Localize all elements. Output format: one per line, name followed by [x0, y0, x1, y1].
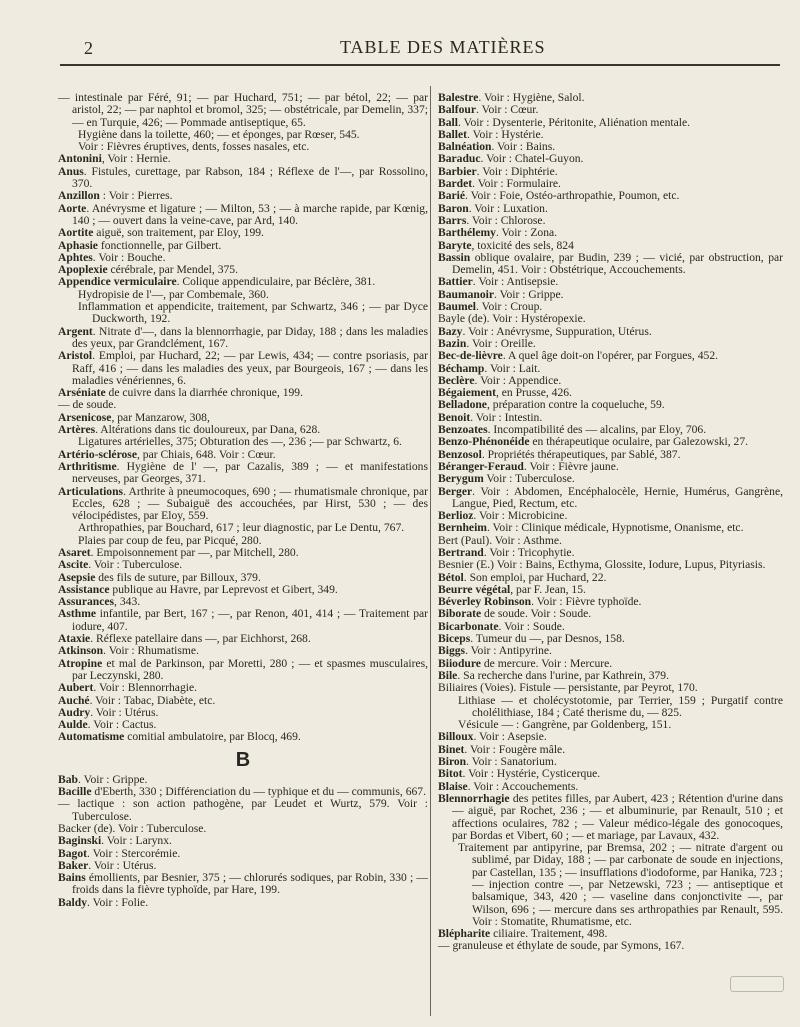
- index-entry: Blaise. Voir : Accouchements.: [438, 779, 579, 793]
- index-entry: Bazin. Voir : Oreille.: [438, 336, 536, 350]
- index-entry: Auché. Voir : Tabac, Diabète, etc.: [58, 693, 216, 707]
- headword: Auché: [58, 693, 90, 707]
- headword: Baron: [438, 201, 469, 215]
- index-entry: Antonini, Voir : Hernie.: [58, 152, 171, 166]
- headword: Arthritisme: [58, 459, 117, 473]
- index-entry: Berygum Voir : Tuberculose.: [438, 472, 575, 486]
- index-entry: Baker. Voir : Utérus.: [58, 858, 157, 872]
- running-title: TABLE DES MATIÈRES: [340, 37, 546, 57]
- headword: Argent: [58, 324, 93, 338]
- headword: Assurances: [58, 595, 115, 609]
- headword: Baldy: [58, 895, 87, 909]
- index-entry: Benzo-Phénonéide en thérapeutique oculaire, par Galezowski, 27.: [438, 435, 749, 449]
- index-entry: Baumel. Voir : Croup.: [438, 300, 543, 314]
- index-entry: Bazy. Voir : Anévrysme, Suppuration, Utérus.: [438, 324, 652, 338]
- index-entry: Appendice vermiculaire. Colique appendiculaire, par Béclère, 381.: [58, 275, 376, 289]
- page-number: 2: [84, 38, 93, 58]
- headword: Ataxie: [58, 632, 91, 646]
- headword: Asthme: [58, 607, 96, 621]
- index-entry: — lactique : son action pathogène, par Leudet et Wurtz, 579. Voir : Tuberculose.: [58, 797, 428, 823]
- headword: Bazin: [438, 336, 467, 350]
- index-entry: Ball. Voir : Dysenterie, Péritonite, Aliénation mentale.: [438, 115, 691, 129]
- headword: Antonini: [58, 152, 102, 166]
- headword: Artères: [58, 423, 96, 437]
- headword: Baginski: [58, 834, 102, 848]
- index-entry: Billoux. Voir : Asepsie.: [438, 730, 547, 744]
- index-entry: Benoit. Voir : Intestin.: [438, 410, 543, 424]
- headword: Bile: [438, 668, 458, 682]
- headword: Appendice vermiculaire: [58, 275, 177, 289]
- headword: Asepsie: [58, 570, 96, 584]
- index-entry: Baron. Voir : Luxation.: [438, 201, 548, 215]
- index-entry: Balestre. Voir : Hygiène, Salol.: [438, 91, 585, 104]
- index-entry: Ballet. Voir : Hystérie.: [438, 127, 544, 141]
- headword: Aristol: [58, 349, 93, 363]
- index-entry: Biggs. Voir : Antipyrine.: [438, 644, 552, 658]
- index-entry: Béverley Robinson. Voir : Fièvre typhoïde.: [438, 595, 642, 609]
- headword: Binet: [438, 742, 465, 756]
- index-entry: Baraduc. Voir : Chatel-Guyon.: [438, 152, 584, 166]
- index-entry: Bicarbonate. Voir : Soude.: [438, 619, 565, 633]
- index-entry: Biliaires (Voies). Fistule — persistante, par Peyrot, 170.: [438, 681, 698, 695]
- headword: Ascite: [58, 558, 89, 572]
- index-entry: Atkinson. Voir : Rhumatisme.: [58, 644, 199, 658]
- headword: Aubert: [58, 681, 94, 695]
- index-entry: Binet. Voir : Fougère mâle.: [438, 742, 566, 756]
- headword: Bertrand: [438, 545, 484, 559]
- headword: Baker: [58, 858, 89, 872]
- index-entry: Blépharite ciliaire. Traitement, 498.: [438, 927, 608, 941]
- letter-heading-b: B: [235, 748, 251, 771]
- index-entry: Assistance publique au Havre, par Leprevost et Gibert, 349.: [58, 582, 338, 596]
- headword: Ball: [438, 115, 458, 129]
- index-entry: — granuleuse et éthylate de soude, par Symons, 167.: [438, 939, 685, 953]
- index-entry: Benzoates. Incompatibilité des — alcalins, par Eloy, 706.: [438, 423, 707, 437]
- index-entry: Baryte, toxicité des sels, 824: [438, 238, 574, 252]
- headword: Atropine: [58, 656, 103, 670]
- index-entry: Lithiase — et cholécystotomie, par Terrier, 159 ; Purgatif contre cholélithiase, 184 ; Caté therisme du, — 825.: [458, 693, 783, 719]
- headword: Baryte: [438, 238, 472, 252]
- headword: Bassin: [438, 250, 471, 264]
- index-entry: Baldy. Voir : Folie.: [58, 895, 149, 909]
- left-column: [58, 92, 428, 909]
- index-entry: Battier. Voir : Antisepsie.: [438, 275, 559, 289]
- index-entry: Aulde. Voir : Cactus.: [58, 718, 157, 732]
- index-entry: Asaret. Empoisonnement par —, par Mitchell, 280.: [58, 545, 299, 559]
- headword: Atkinson: [58, 644, 104, 658]
- headword: Anus: [58, 164, 84, 178]
- headword: Barbier: [438, 164, 477, 178]
- index-entry: Belladone, préparation contre la coqueluche, 59.: [438, 398, 665, 412]
- header-rule: [60, 64, 780, 66]
- index-entry: Bagot. Voir : Stercorémie.: [58, 846, 181, 860]
- index-entry: Bayle (de). Voir : Hystéropexie.: [438, 312, 586, 326]
- headword: Aortite: [58, 226, 94, 240]
- index-entry: Aubert. Voir : Blennorrhagie.: [58, 681, 198, 695]
- headword: Artério-sclérose: [58, 447, 137, 461]
- index-entry: — intestinale par Féré, 91; — par Huchard, 751; — par bétol, 22; — par aristol, 22; — par naphtol et bromol, 325; — obstétricale, par Demelin, 337; — en Turquie, 426; — Pommade antiseptique, 65.: [58, 91, 428, 129]
- headword: Benzoates: [438, 423, 488, 437]
- headword: Biceps: [438, 632, 471, 646]
- index-entry: Backer (de). Voir : Tuberculose.: [58, 821, 207, 835]
- index-entry: Bégaiement, en Prusse, 426.: [438, 386, 572, 400]
- headword: Berygum: [438, 472, 484, 486]
- headword: Aulde: [58, 718, 88, 732]
- headword: Bazy: [438, 324, 463, 338]
- headword: Benoit: [438, 410, 471, 424]
- index-entry: Biceps. Tumeur du —, par Desnos, 158.: [438, 632, 625, 646]
- index-entry: Hydropisie de l'—, par Combemale, 360.: [78, 287, 269, 301]
- headword: Berlioz: [438, 509, 474, 523]
- index-entry: Audry. Voir : Utérus.: [58, 705, 159, 719]
- column-divider: [430, 86, 431, 1016]
- headword: Blépharite: [438, 927, 491, 941]
- headword: Automatisme: [58, 730, 125, 744]
- headword: Apoplexie: [58, 263, 108, 277]
- index-entry: Asthme infantile, par Bert, 167 ; —, par Renon, 401, 414 ; — Traitement par iodure, 407.: [58, 607, 428, 633]
- index-entry: Bitot. Voir : Hystérie, Cysticerque.: [438, 767, 601, 781]
- left-b-entries: [58, 774, 428, 909]
- index-entry: Barbier. Voir : Diphtérie.: [438, 164, 558, 178]
- headword: Asaret: [58, 545, 91, 559]
- headword: Bacille: [58, 785, 92, 799]
- index-entry: Ligatures artérielles, 375; Obturation des —, 236 ;— par Schwartz, 6.: [78, 435, 402, 449]
- headword: Béchamp: [438, 361, 485, 375]
- left-entries: [58, 92, 428, 744]
- index-entry: Asepsie des fils de suture, par Billoux, 379.: [58, 570, 261, 584]
- headword: Balnéation: [438, 140, 492, 154]
- headword: Béverley Robinson: [438, 595, 532, 609]
- index-entry: Ataxie. Réflexe patellaire dans —, par Eichhorst, 268.: [58, 632, 311, 646]
- headword: Bétol: [438, 570, 464, 584]
- index-entry: Bains émollients, par Besnier, 375 ; — chlorurés sodiques, par Robin, 330 ; — froids dans la fièvre typhoïde, par Hare, 199.: [58, 871, 428, 897]
- index-entry: Biborate de soude. Voir : Soude.: [438, 607, 592, 621]
- index-entry: Voir : Fièvres éruptives, dents, fosses nasales, etc.: [78, 140, 310, 154]
- index-entry: Benzosol. Propriétés thérapeutiques, par Sablé, 387.: [438, 447, 681, 461]
- headword: Biborate: [438, 607, 482, 621]
- index-entry: Bertrand. Voir : Tricophytie.: [438, 545, 575, 559]
- index-entry: Bardet. Voir : Formulaire.: [438, 177, 561, 191]
- headword: Benzosol: [438, 447, 482, 461]
- index-entry: Blennorrhagie des petites filles, par Aubert, 423 ; Rétention d'urine dans — aiguë, par Rochet, 236 ; — et albuminurie, par Renault, 510 ; et affections oculaires, 782 ; — Valeur médico-légale des gonocoques, par Bordas et Vibert, 60 ; — et mariage, par Lavaux, 432.: [438, 791, 783, 842]
- headword: Balestre: [438, 91, 479, 104]
- headword: Arséniate: [58, 386, 106, 400]
- headword: Berger: [438, 484, 473, 498]
- headword: Aphasie: [58, 238, 98, 252]
- index-entry: Bétol. Son emploi, par Huchard, 22.: [438, 570, 607, 584]
- headword: Biron: [438, 755, 467, 769]
- headword: Aorte: [58, 201, 87, 215]
- index-entry: Articulations. Arthrite à pneumocoques, 690 ; — rhumatismale chronique, par Eccles, 628 ; — Subaiguë des accouchées, par Hirst, 530 ; — des vélocipédistes, par Eloy, 559.: [58, 484, 428, 523]
- headword: Biggs: [438, 644, 466, 658]
- index-entry: Artério-sclérose, par Chiais, 648. Voir : Cœur.: [58, 447, 276, 461]
- headword: Assistance: [58, 582, 110, 596]
- index-entry: Artères. Altérations dans tic douloureux, par Dana, 628.: [58, 423, 321, 437]
- headword: Arsenicose: [58, 410, 112, 424]
- index-entry: Bab. Voir : Grippe.: [58, 772, 148, 786]
- index-entry: Arséniate de cuivre dans la diarrhée chronique, 199.: [58, 386, 303, 400]
- index-entry: Balfour. Voir : Cœur.: [438, 103, 539, 117]
- index-entry: Beclère. Voir : Appendice.: [438, 373, 562, 387]
- headword: Bicarbonate: [438, 619, 499, 633]
- index-entry: Automatisme comitial ambulatoire, par Blocq, 469.: [58, 730, 301, 744]
- index-entry: Bacille d'Eberth, 330 ; Différenciation du — typhique et du — communis, 667.: [58, 785, 426, 799]
- index-entry: Balnéation. Voir : Bains.: [438, 140, 556, 154]
- headword: Baumanoir: [438, 287, 495, 301]
- index-entry: Anus. Fistules, curettage, par Rabson, 184 ; Réflexe de l'—, par Rossolino, 370.: [58, 164, 428, 191]
- headword: Belladone: [438, 398, 487, 412]
- index-entry: Vésicule — : Gangrène, par Goldenberg, 151.: [458, 718, 672, 732]
- headword: Barié: [438, 189, 466, 203]
- index-entry: Aorte. Anévrysme et ligature ; — Milton, 53 ; — à marche rapide, par Kœnig, 140 ; — ouvert dans la veine-cave, par Ard, 140.: [58, 201, 428, 227]
- headword: Bitot: [438, 767, 463, 781]
- index-entry: Bernheim. Voir : Clinique médicale, Hypnotisme, Onanisme, etc.: [438, 521, 744, 535]
- headword: Bains: [58, 871, 86, 885]
- index-entry: Barié. Voir : Foie, Ostéo-arthropathie, Poumon, etc.: [438, 189, 680, 203]
- library-stamp: [730, 976, 784, 992]
- headword: Beclère: [438, 373, 475, 387]
- page-header: [0, 0, 800, 66]
- headword: Barthélemy: [438, 226, 496, 240]
- index-entry: Argent. Nitrate d'—, dans la blennorrhagie, par Diday, 188 ; dans les maladies des yeux, par Grandclément, 167.: [58, 324, 428, 350]
- headword: Biiodure: [438, 656, 481, 670]
- index-entry: Berlioz. Voir : Microbicine.: [438, 509, 568, 523]
- index-entry: Aristol. Emploi, par Huchard, 22; — par Lewis, 434; — contre psoriasis, par Raff, 416 ; — dans les maladies des yeux, par Bourgeois, 167 ; — dans les maladies vénériennes, 6.: [58, 349, 428, 387]
- index-entry: Baumanoir. Voir : Grippe.: [438, 287, 564, 301]
- index-entry: Atropine et mal de Parkinson, par Moretti, 280 ; — et spasmes musculaires, par Leczynski, 280.: [58, 656, 428, 682]
- index-entry: Bassin oblique ovalaire, par Budin, 239 ; — vicié, par obstruction, par Demelin, 451. Voir : Obstétrique, Accouchements.: [438, 250, 783, 277]
- index-entry: Arthritisme. Hygiène de l' —, par Cazalis, 389 ; — et manifestations nerveuses, par Georges, 371.: [58, 459, 428, 486]
- index-entry: Ascite. Voir : Tuberculose.: [58, 558, 183, 572]
- index-entry: Apoplexie cérébrale, par Mendel, 375.: [58, 263, 238, 277]
- headword: Benzo-Phénonéide: [438, 435, 530, 449]
- index-entry: Assurances, 343.: [58, 595, 141, 609]
- index-entry: Besnier (E.) Voir : Bains, Ecthyma, Glossite, Iodure, Lupus, Pityriasis.: [438, 558, 766, 572]
- index-entry: Plaies par coup de feu, par Picqué, 280.: [78, 533, 262, 547]
- headword: Bernheim: [438, 521, 487, 535]
- right-entries: [438, 92, 783, 953]
- headword: Bec-de-lièvre: [438, 349, 503, 363]
- headword: Blaise: [438, 779, 468, 793]
- headword: Baumel: [438, 300, 477, 314]
- index-entry: Bec-de-lièvre. A quel âge doit-on l'opérer, par Forgues, 452.: [438, 349, 719, 363]
- index-entry: Anzillon : Voir : Pierres.: [58, 189, 173, 203]
- index-entry: Béchamp. Voir : Lait.: [438, 361, 541, 375]
- index-entry: Berger. Voir : Abdomen, Encéphalocèle, Hernie, Humérus, Gangrène, Langue, Pied, Rectum, etc.: [438, 484, 783, 510]
- index-entry: Hygiène dans la toilette, 460; — et éponges, par Rœser, 545.: [78, 127, 360, 141]
- index-entry: Aphtes. Voir : Bouche.: [58, 250, 166, 264]
- index-entry: Bile. Sa recherche dans l'urine, par Kathrein, 379.: [438, 668, 669, 682]
- index-entry: Arsenicose, par Manzarow, 308,: [58, 410, 210, 424]
- right-column: [438, 92, 783, 953]
- index-entry: Baginski. Voir : Larynx.: [58, 834, 172, 848]
- headword: Articulations: [58, 484, 124, 498]
- headword: Bégaiement: [438, 386, 496, 400]
- headword: Ballet: [438, 127, 467, 141]
- headword: Bardet: [438, 177, 473, 191]
- headword: Baraduc: [438, 152, 481, 166]
- headword: Bab: [58, 772, 78, 786]
- headword: Bagot: [58, 846, 87, 860]
- index-entry: Arthropathies, par Bouchard, 617 ; leur diagnostic, par Le Dentu, 767.: [78, 521, 405, 535]
- headword: Blennorrhagie: [438, 791, 510, 805]
- index-entry: Aphasie fonctionnelle, par Gilbert.: [58, 238, 222, 252]
- headword: Battier: [438, 275, 473, 289]
- headword: Billoux: [438, 730, 474, 744]
- index-entry: Biron. Voir : Sanatorium.: [438, 755, 557, 769]
- headword: Balfour: [438, 103, 477, 117]
- index-entry: Beurre végétal, par F. Jean, 15.: [438, 582, 586, 596]
- index-entry: Biiodure de mercure. Voir : Mercure.: [438, 656, 613, 670]
- index-entry: Barthélemy. Voir : Zona.: [438, 226, 558, 240]
- index-entry: Barrs. Voir : Chlorose.: [438, 213, 546, 227]
- headword: Béranger-Feraud: [438, 459, 524, 473]
- index-entry: — de soude.: [58, 398, 117, 412]
- index-entry: Traitement par antipyrine, par Bremsa, 202 ; — nitrate d'argent ou sublimé, par Diday, 188 ; — par carbonate de soude en injections, par Castellan, 135 ; — insufflations d'iodoforme, par Hanika, 723 ; — injection contre —, par Netzewski, 723 ; — antiseptique et balsamique, 343, 420 ; — vaseline dans conjonctivite —, par Wilson, 696 ; — mercure dans ses arthropathies par Renault, 595. Voir : Stomatite, Rhumatisme, etc.: [458, 841, 783, 928]
- headword: Audry: [58, 705, 91, 719]
- index-entry: Aortite aiguë, son traitement, par Eloy, 199.: [58, 226, 264, 240]
- index-entry: Bert (Paul). Voir : Asthme.: [438, 533, 562, 547]
- headword: Beurre végétal: [438, 582, 511, 596]
- headword: Anzillon: [58, 189, 103, 203]
- headword: Barrs: [438, 213, 467, 227]
- headword: Aphtes: [58, 250, 93, 264]
- index-entry: Béranger-Feraud. Voir : Fièvre jaune.: [438, 459, 619, 473]
- index-entry: Inflammation et appendicite, traitement, par Schwartz, 346 ; — par Dyce Duckworth, 192.: [78, 300, 428, 326]
